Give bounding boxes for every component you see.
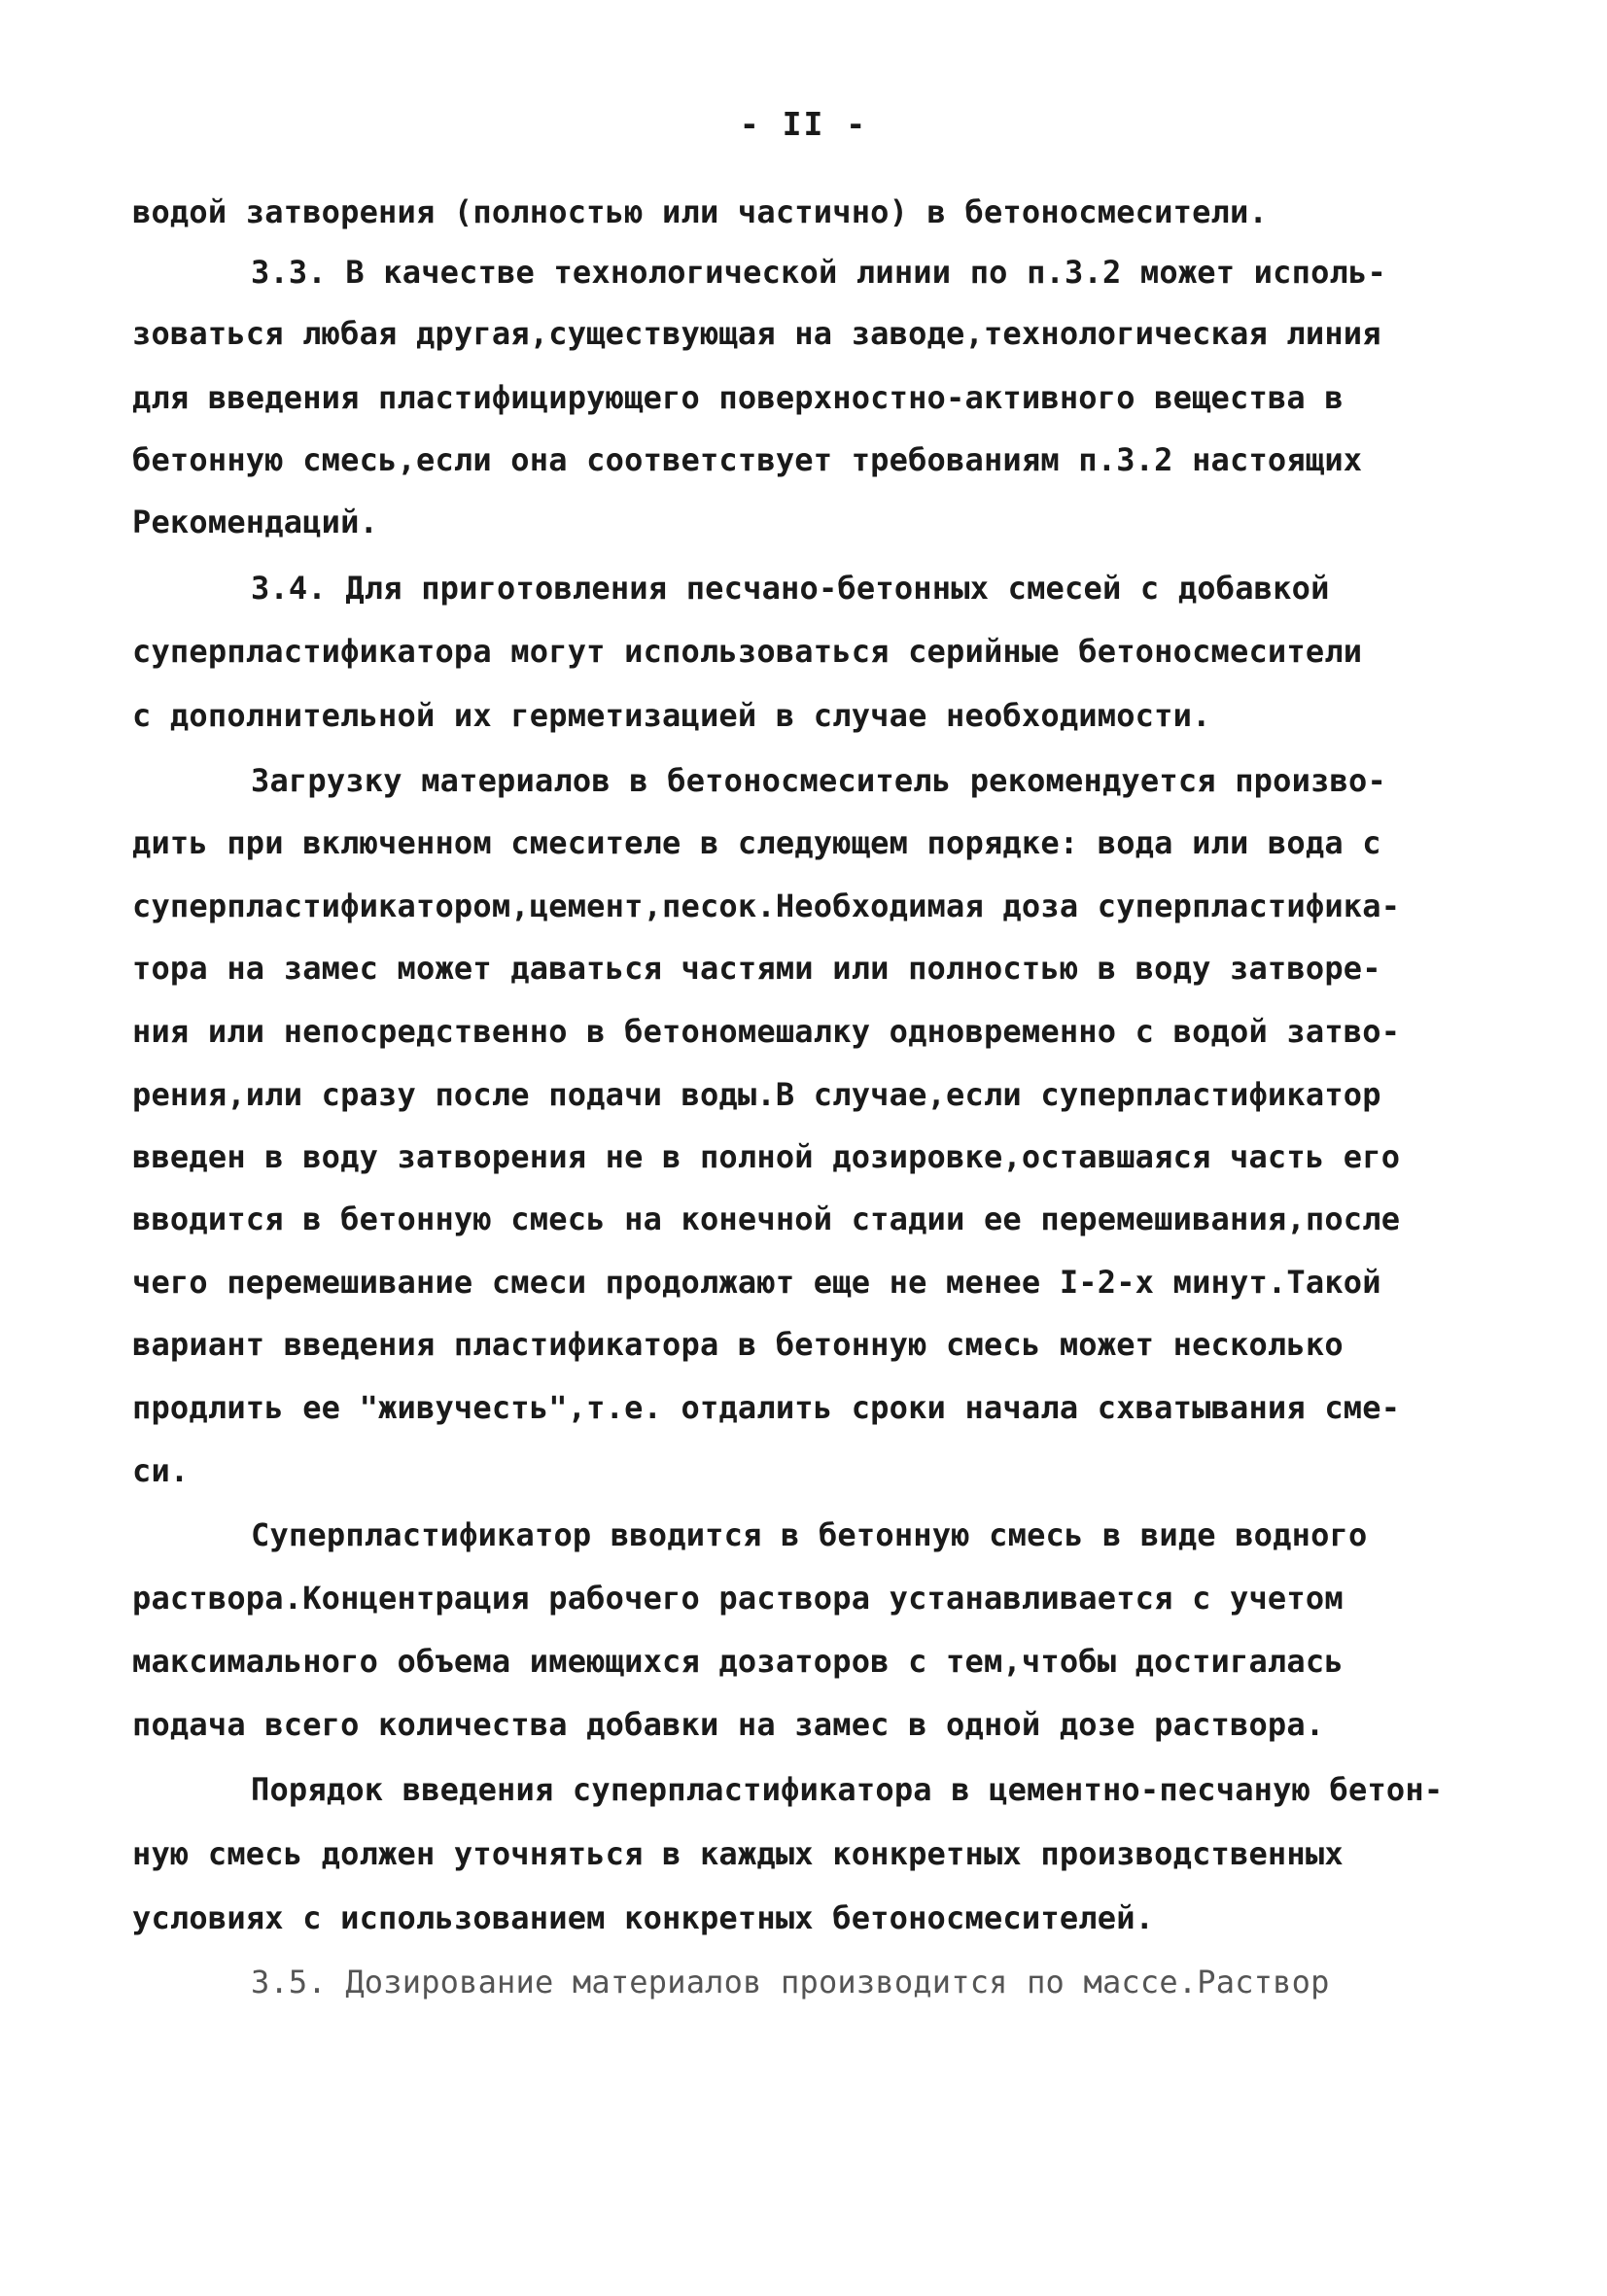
text-line: бетонную смесь,если она соответствует требованиям п.3.2 настоящих	[132, 441, 1363, 478]
text-line: Порядок введения суперпластификатора в цементно-песчаную бетон-	[251, 1771, 1444, 1808]
text-line: максимального объема имеющихся дозаторов с тем,чтобы достигалась	[132, 1643, 1344, 1680]
page-number: - II -	[739, 105, 868, 143]
text-line: ния или непосредственно в бетономешалку одновременно с водой затво-	[132, 1013, 1401, 1050]
text-line: 3.5. Дозирование материалов производится по массе.Раствор	[251, 1964, 1330, 2000]
text-line: подача всего количества добавки на замес в одной дозе раствора.	[132, 1706, 1325, 1743]
text-line: раствора.Концентрация рабочего раствора устанавливается с учетом	[132, 1580, 1344, 1617]
text-line: чего перемешивание смеси продолжают еще не менее I-2-х минут.Такой	[132, 1264, 1381, 1301]
text-line: Рекомендаций.	[132, 504, 379, 540]
text-line: тора на замес может даваться частями или полностью в воду затворе-	[132, 950, 1381, 987]
text-line: вводится в бетонную смесь на конечной стадии ее перемешивания,после	[132, 1200, 1401, 1237]
text-line: 3.3. В качестве технологической линии по п.3.2 может исполь-	[251, 254, 1386, 291]
text-line: ную смесь должен уточняться в каждых конкретных производственных	[132, 1835, 1344, 1872]
text-line: 3.4. Для приготовления песчано-бетонных смесей с добавкой	[251, 570, 1330, 607]
text-line: Загрузку материалов в бетоносмеситель рекомендуется произво-	[251, 762, 1386, 799]
text-line: зоваться любая другая,существующая на заводе,технологическая линия	[132, 315, 1381, 352]
text-line: введен в воду затворения не в полной дозировке,оставшаяся часть его	[132, 1138, 1401, 1175]
text-line: суперпластификатором,цемент,песок.Необходимая доза суперпластифика-	[132, 887, 1401, 924]
text-line: условиях с использованием конкретных бетоносмесителей.	[132, 1899, 1155, 1936]
text-line: рения,или сразу после подачи воды.В случае,если суперпластификатор	[132, 1076, 1381, 1113]
text-line: для введения пластифицирующего поверхностно-активного вещества в	[132, 379, 1344, 416]
text-line: вариант введения пластификатора в бетонную смесь может несколько	[132, 1326, 1344, 1363]
text-line: си.	[132, 1452, 190, 1489]
text-line: водой затворения (полностью или частично) в бетоносмесители.	[132, 193, 1268, 230]
text-line: Суперпластификатор вводится в бетонную смесь в виде водного	[251, 1516, 1368, 1553]
text-line: дить при включенном смесителе в следующем порядке: вода или вода с	[132, 824, 1381, 861]
text-line: продлить ее "живучесть",т.е. отдалить сроки начала схватывания сме-	[132, 1389, 1401, 1426]
text-line: с дополнительной их герметизацией в случае необходимости.	[132, 697, 1211, 734]
text-line: суперпластификатора могут использоваться серийные бетоносмесители	[132, 633, 1363, 670]
